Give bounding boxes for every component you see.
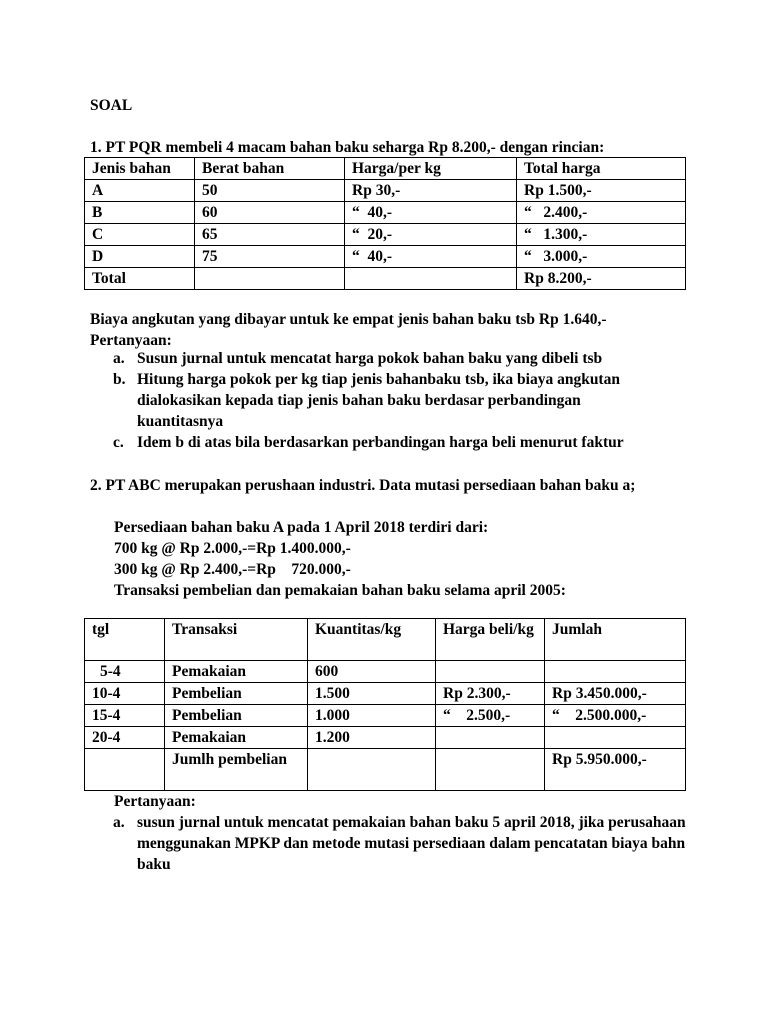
table-cell	[195, 268, 345, 290]
list-item	[113, 432, 667, 453]
table-q1-materials	[84, 157, 686, 290]
list-marker: a.	[113, 350, 125, 367]
table-header-row	[85, 158, 686, 180]
question-1-intro: 1. PT PQR membeli 4 macam bahan baku seharga Rp 8.200,- dengan rincian:	[90, 139, 605, 156]
list-item	[113, 812, 693, 875]
table-cell	[545, 727, 686, 749]
question-2-list	[113, 812, 693, 875]
table-cell: Pembelian	[165, 705, 308, 727]
transport-cost-text: Biaya angkutan yang dibayar untuk ke empat jenis bahan baku tsb Rp 1.640,-	[90, 311, 607, 328]
list-item-text: Idem b di atas bila berdasarkan perbandingan harga beli menurut faktur	[137, 434, 624, 451]
table-cell: D	[85, 246, 195, 268]
table-row	[85, 683, 686, 705]
table-cell: Pemakaian	[165, 661, 308, 683]
table-cell	[308, 749, 436, 791]
table-cell: Rp 1.500,-	[517, 180, 686, 202]
table-cell: Jumlh pembelian	[165, 749, 308, 791]
table-cell: 60	[195, 202, 345, 224]
table-q2-transactions	[84, 618, 686, 791]
table-cell: 65	[195, 224, 345, 246]
list-marker: c.	[113, 434, 124, 451]
table-cell: “ 3.000,-	[517, 246, 686, 268]
question-label: Pertanyaan:	[114, 793, 196, 810]
table-cell: Pemakaian	[165, 727, 308, 749]
table-cell: 75	[195, 246, 345, 268]
table-row	[85, 202, 686, 224]
table-cell: Pembelian	[165, 683, 308, 705]
table-row	[85, 180, 686, 202]
list-item-text: susun jurnal untuk mencatat pemakaian bahan baku 5 april 2018, jika perusahaan menggunakan MPKP dan metode mutasi persediaan dalam pencatatan biaya bahn baku	[137, 814, 686, 873]
table-cell: “ 2.400,-	[517, 202, 686, 224]
table-cell	[85, 749, 165, 791]
table-cell: “ 40,-	[345, 202, 517, 224]
table-row	[85, 727, 686, 749]
table-cell: Rp 3.450.000,-	[545, 683, 686, 705]
table-cell: “ 2.500,-	[436, 705, 545, 727]
table-cell	[436, 661, 545, 683]
table-cell: 50	[195, 180, 345, 202]
table-cell: 20-4	[85, 727, 165, 749]
table-header-cell: Jumlah	[545, 619, 686, 661]
table-cell: “ 20,-	[345, 224, 517, 246]
question-1-list	[113, 348, 713, 453]
table-cell: 600	[308, 661, 436, 683]
table-row	[85, 246, 686, 268]
table-cell: “ 1.300,-	[517, 224, 686, 246]
table-header-cell: Berat bahan	[195, 158, 345, 180]
table-header-cell: tgl	[85, 619, 165, 661]
table-header-cell: Harga beli/kg	[436, 619, 545, 661]
list-item	[113, 369, 657, 432]
table-cell: Rp 8.200,-	[517, 268, 686, 290]
table-cell: C	[85, 224, 195, 246]
table-cell: 1.000	[308, 705, 436, 727]
table-cell: Rp 5.950.000,-	[545, 749, 686, 791]
table-cell	[345, 268, 517, 290]
table-row	[85, 661, 686, 683]
table-header-cell: Total harga	[517, 158, 686, 180]
table-cell: B	[85, 202, 195, 224]
document-heading: SOAL	[90, 97, 133, 114]
table-cell	[436, 727, 545, 749]
inventory-line: Transaksi pembelian dan pemakaian bahan baku selama april 2005:	[114, 582, 566, 599]
inventory-line: Persediaan bahan baku A pada 1 April 2018 terdiri dari:	[114, 519, 489, 536]
question-label: Pertanyaan:	[90, 332, 172, 349]
list-item-text: Susun jurnal untuk mencatat harga pokok bahan baku yang dibeli tsb	[137, 350, 603, 367]
table-cell: Total	[85, 268, 195, 290]
table-total-row	[85, 749, 686, 791]
table-header-cell: Harga/per kg	[345, 158, 517, 180]
inventory-line: 700 kg @ Rp 2.000,-=Rp 1.400.000,-	[114, 540, 351, 557]
table-header-row	[85, 619, 686, 661]
inventory-line: 300 kg @ Rp 2.400,-=Rp 720.000,-	[114, 561, 351, 578]
table-cell: 1.200	[308, 727, 436, 749]
table-header-cell: Kuantitas/kg	[308, 619, 436, 661]
table-cell: 15-4	[85, 705, 165, 727]
question-2-intro: 2. PT ABC merupakan perushaan industri. Data mutasi persediaan bahan baku a;	[90, 477, 636, 494]
table-cell: 10-4	[85, 683, 165, 705]
table-cell: “ 40,-	[345, 246, 517, 268]
table-total-row	[85, 268, 686, 290]
list-marker: a.	[113, 814, 125, 831]
table-cell	[436, 749, 545, 791]
table-header-cell: Jenis bahan	[85, 158, 195, 180]
table-cell: A	[85, 180, 195, 202]
table-cell: Rp 2.300,-	[436, 683, 545, 705]
table-cell: 5-4	[85, 661, 165, 683]
list-item	[113, 348, 713, 369]
table-row	[85, 224, 686, 246]
table-cell: “ 2.500.000,-	[545, 705, 686, 727]
inventory-lines	[114, 517, 714, 601]
table-row	[85, 705, 686, 727]
table-cell	[545, 661, 686, 683]
table-cell: Rp 30,-	[345, 180, 517, 202]
table-cell: 1.500	[308, 683, 436, 705]
table-header-cell: Transaksi	[165, 619, 308, 661]
list-marker: b.	[113, 371, 126, 388]
list-item-text: Hitung harga pokok per kg tiap jenis bahanbaku tsb, ika biaya angkutan dialokasikan kepada tiap jenis bahan baku berdasar perbandingan kuantitasnya	[137, 371, 620, 430]
